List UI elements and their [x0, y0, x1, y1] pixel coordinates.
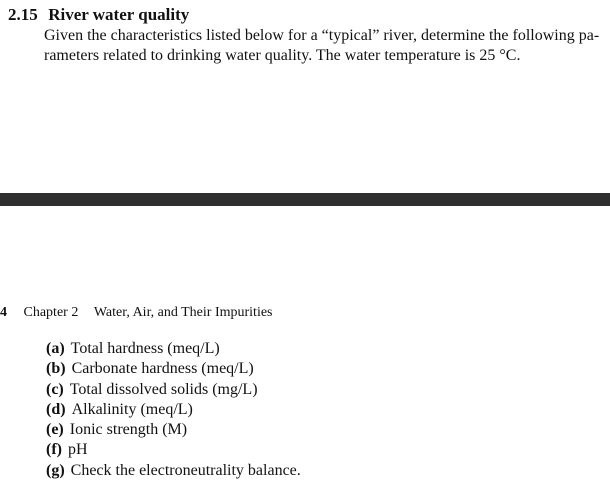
question-item-e [46, 420, 301, 440]
question-item-f [46, 440, 301, 460]
chapter-title: Water, Air, and Their Impurities [93, 305, 273, 320]
question-list [46, 339, 301, 481]
question-letter: (g) [46, 461, 65, 479]
page-number: 4 [0, 305, 7, 320]
page-header [0, 304, 273, 322]
question-letter: (d) [46, 400, 66, 418]
question-text: Check the electroneutrality balance. [70, 461, 301, 479]
problem-title: River water quality [48, 5, 190, 24]
question-letter: (b) [46, 360, 66, 378]
problem-statement-line-2: rameters related to drinking water quality. The water temperature is 25 °C. [44, 47, 521, 64]
chapter-label: Chapter 2 [23, 305, 79, 320]
question-letter: (a) [46, 340, 65, 357]
question-text: Carbonate hardness (meq/L) [71, 360, 254, 378]
problem-number: 2.15 [8, 5, 38, 24]
problem-statement [44, 26, 604, 66]
question-item-d [46, 400, 301, 420]
question-text: pH [67, 441, 88, 459]
question-item-g [46, 461, 301, 481]
question-text: Total dissolved solids (mg/L) [69, 380, 258, 398]
question-letter: (c) [46, 380, 64, 398]
problem-heading [8, 5, 189, 25]
problem-statement-line-1: Given the characteristics listed below for a “typical” river, determine the following pa- [44, 27, 600, 44]
question-letter: (e) [46, 421, 64, 439]
question-text: Alkalinity (meq/L) [71, 400, 193, 418]
question-text: Total hardness (meq/L) [70, 340, 220, 357]
question-item-c [46, 380, 301, 400]
question-letter: (f) [46, 441, 62, 459]
question-text: Ionic strength (M) [69, 421, 188, 439]
question-item-a [46, 339, 301, 359]
question-item-b [46, 359, 301, 379]
page-divider [0, 193, 610, 206]
